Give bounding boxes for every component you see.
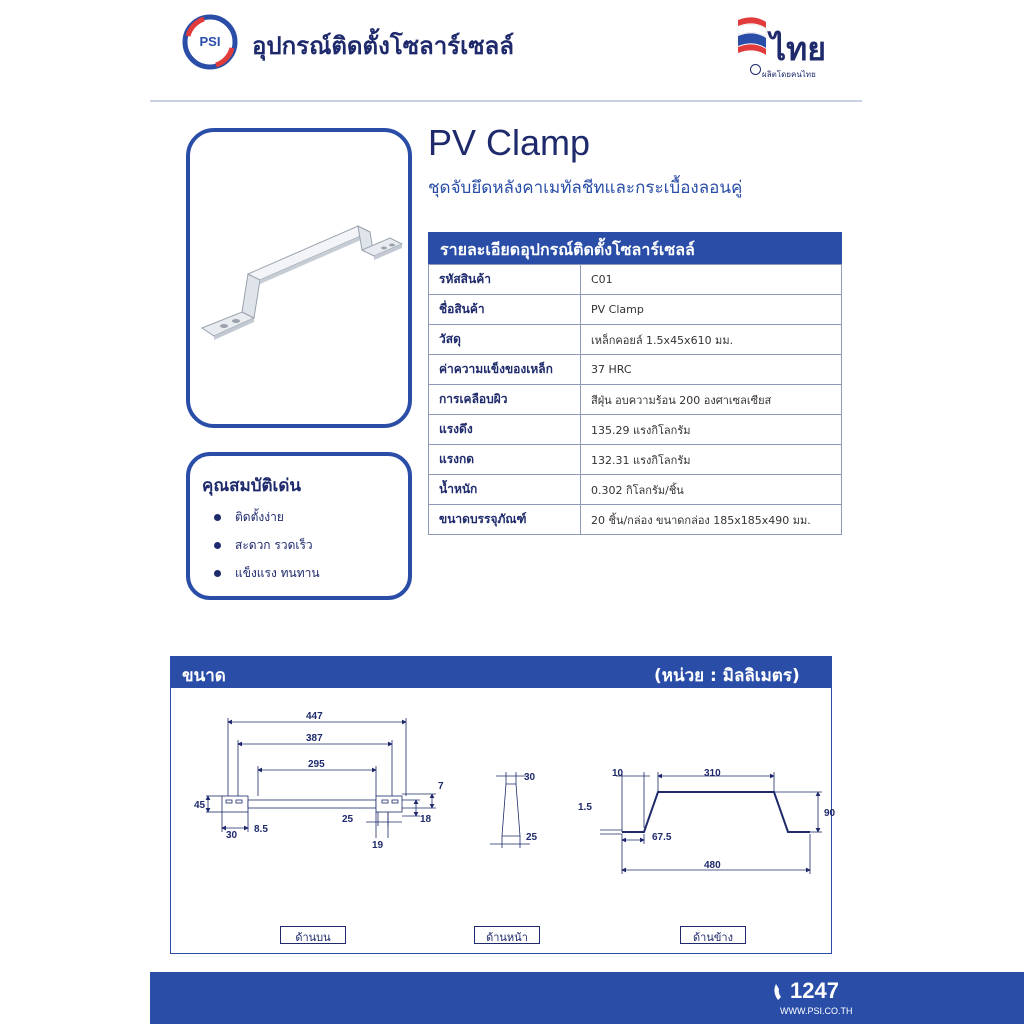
spec-table [428,264,842,535]
table-row [429,415,842,445]
dim-label: 90 [824,808,836,819]
table-row [429,325,842,355]
dim-label: 447 [306,711,323,722]
spec-value: 135.29 แรงกิโลกรัม [581,415,842,445]
dim-label: 310 [704,768,721,779]
spec-label: การเคลือบผิว [429,385,581,415]
dim-label: 30 [226,830,238,841]
table-row [429,295,842,325]
feature-item [214,564,320,583]
table-row [429,385,842,415]
top-view-caption: ด้านบน [280,926,346,944]
dimensions-title: ขนาด [182,666,226,686]
features-title: คุณสมบัติเด่น [202,476,302,496]
spec-table-title: รายละเอียดอุปกรณ์ติดตั้งโซลาร์เซลล์ [428,232,842,264]
brand-tagline: ผลิตโดยคนไทย [762,70,816,79]
dim-label: 10 [612,768,624,779]
dim-label: 387 [306,733,323,744]
bullet-icon [214,542,221,549]
brand-mark: ไทย [770,30,826,68]
dimensions-unit-note: (หน่วย : มิลลิเมตร) [654,666,800,686]
dim-label: 7 [438,781,444,792]
spec-label: น้ำหนัก [429,475,581,505]
spec-value: C01 [581,265,842,295]
dim-label: 19 [372,840,384,851]
dim-label: 45 [194,800,206,811]
dim-label: 30 [524,772,536,783]
technical-drawings [170,688,836,954]
pv-clamp-image [196,210,406,370]
spec-label: แรงกด [429,445,581,475]
header-title: อุปกรณ์ติดตั้งโซลาร์เซลล์ [252,32,514,60]
dim-label: 1.5 [578,802,592,813]
table-row [429,265,842,295]
seal-icon [750,64,761,75]
table-row [429,475,842,505]
product-title: PV Clamp [428,122,591,163]
feature-label: ติดตั้งง่าย [235,510,284,524]
spec-value: 20 ชิ้น/กล่อง ขนาดกล่อง 185x185x490 มม. [581,505,842,535]
header-divider [150,100,862,102]
dim-label: 67.5 [652,832,672,843]
front-view-caption: ด้านหน้า [474,926,540,944]
dim-label: 480 [704,860,721,871]
feature-label: สะดวก รวดเร็ว [235,538,313,552]
spec-value: 132.31 แรงกิโลกรัม [581,445,842,475]
dim-label: 18 [420,814,432,825]
spec-label: รหัสสินค้า [429,265,581,295]
bullet-icon [214,570,221,577]
table-row [429,445,842,475]
footer-website[interactable]: WWW.PSI.CO.TH [780,1006,853,1016]
side-view-drawing [600,772,822,874]
table-row [429,505,842,535]
bullet-icon [214,514,221,521]
dim-label: 8.5 [254,824,268,835]
feature-item [214,508,284,527]
dim-label: 25 [342,814,354,825]
spec-label: ขนาดบรรจุภัณฑ์ [429,505,581,535]
product-subtitle: ชุดจับยึดหลังคาเมทัลชีทและกระเบื้องลอนคู่ [428,178,743,198]
spec-value: สีฝุ่น อบความร้อน 200 องศาเซลเซียส [581,385,842,415]
front-view-drawing [490,772,530,848]
spec-label: แรงดึง [429,415,581,445]
spec-label: ค่าความแข็งของเหล็ก [429,355,581,385]
spec-value: PV Clamp [581,295,842,325]
spec-value: เหล็กคอยล์ 1.5x45x610 มม. [581,325,842,355]
feature-label: แข็งแรง ทนทาน [235,566,320,580]
phone-icon [772,982,790,1004]
spec-value: 37 HRC [581,355,842,385]
psi-logo-text: PSI [199,34,221,49]
footer-bar [150,972,1024,1024]
side-view-caption: ด้านข้าง [680,926,746,944]
feature-item [214,536,313,555]
footer-phone: 1247 [790,978,839,1003]
spec-label: วัสดุ [429,325,581,355]
spec-value: 0.302 กิโลกรัม/ชิ้น [581,475,842,505]
spec-label: ชื่อสินค้า [429,295,581,325]
table-row [429,355,842,385]
dim-label: 295 [308,759,325,770]
dim-label: 25 [526,832,538,843]
